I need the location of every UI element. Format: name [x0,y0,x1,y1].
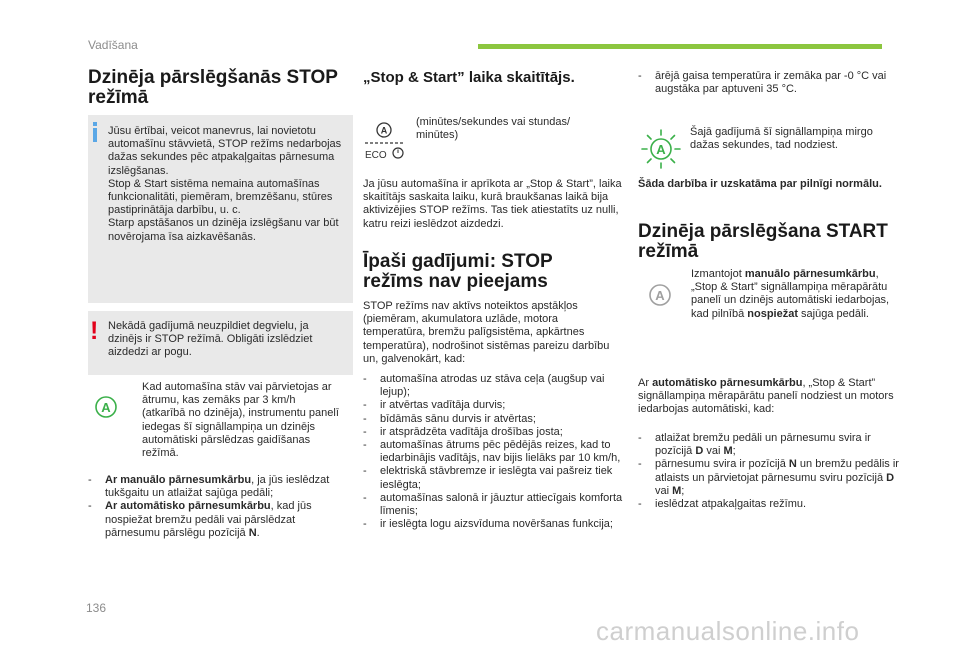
manual-start-text: Izmantojot manuālo pārnesumkārbu, „Stop & Start” signāllampiņa mērapārātu panelī un dzinējs automātiski iedarbojas, kad pilnībā nospiežat sajūga pedāli. [691,268,890,320]
special-cases-intro: STOP režīms nav aktīvs noteiktos apstākļos (piemēram, akumulatora uzlāde, motora temperatūra, bremžu palīgsistēma, apkārtnes temperatūra), nodrošinot sistēmas pareizu darbību un, galvenokārt, kad: [363,300,610,365]
info-icon [93,128,97,142]
automatic-start-list [638,432,900,511]
list-item: - Ar automātisko pārnesumkārbu, kad jūs nospiežat bremžu pedāli vai pārslēdzat pārnesumu pārslēgu pozīcijā N. [88,500,348,540]
start-mode-title: Dzinēja pārslēgšana START režīmā [638,221,888,262]
list-item: - elektriskā stāvbremze ir ieslēgta vai pašreiz tiek ieslēgta; [363,465,623,491]
svg-text:A: A [380,125,388,136]
warning-text: Nekādā gadījumā neuzpildiet degvielu, ja dzinējs ir STOP režīmā. Obligāti izslēdziet aizdedzi ar pogu. [108,320,313,359]
page-number: 136 [86,601,107,615]
svg-text:A: A [655,288,665,303]
svg-text:A: A [101,400,111,415]
section-label: Vadīšana [88,38,138,52]
watermark: carmanualsonline.info [596,616,860,646]
list-item: - ārējā gaisa temperatūra ir zemāka par -0 °C vai augstāka par aptuveni 35 °C. [638,70,900,96]
special-cases-title: Īpaši gadījumi: STOP režīms nav pieejams [363,251,553,292]
timer-title: „Stop & Start” laika skaitītājs. [363,69,575,86]
gearbox-conditions-list [88,474,348,540]
list-item: - ir atvērtas vadītāja durvis; [363,399,623,412]
temperature-list [638,70,900,96]
list-item: - bīdāmās sānu durvis ir atvērtas; [363,413,623,426]
list-item: - automašīnas ātrums pēc pēdējās reizes, kad to iedarbinājis vadītājs, nav bijis lielāks par 10 km/h, [363,439,623,465]
automatic-start-intro: Ar automātisko pārnesumkārbu, „Stop & Start” signāllampiņa mērapārātu panelī nodziest un motors iedarbojas automātiski, kad: [638,377,894,416]
eco-a-grey-icon [646,281,674,309]
eco-a-flash-icon [640,128,682,170]
list-item: - automašīna atrodas uz stāva ceļa (augšup vai lejup); [363,373,623,399]
list-item: - ir ieslēgta logu aizsvīduma novēršanas funkcija; [363,518,623,531]
list-item: - automašīnas salonā ir jāuztur attiecīgais komforta līmenis; [363,492,623,518]
list-item: - Ar manuālo pārnesumkārbu, ja jūs ieslēdzat tukšgaitu un atlaižat sajūga pedāli; [88,474,348,500]
timer-description: Ja jūsu automašīna ir aprīkota ar „Stop & Start”, laika skaitītājs saskaita laiku, kurā braukšanas laikā bija aktivizējies STOP režīms. Tas tiek atiestatīts uz nulli, katru reizi ieslēdzot aizdedzi. [363,178,622,230]
info-text: Jūsu ērtībai, veicot manevrus, lai novietotu automašīnu stāvvietā, STOP režīms nedarbojas dažas sekundes pēc atpakaļgaitas pārnesuma izslēgšanas. Stop & Start sistēma nemaina automašīnas funkcionalitāti, piemēram, bremzēšanu, stūres pastiprinātāja darbību, u. c. Starp apstāšanos un dzinēja izslēgšanu var būt novērojama īsa aizkavēšanās. [108,125,342,243]
stop-mode-title: Dzinēja pārslēgšanās STOP režīmā [88,67,338,108]
list-item: - pārnesumu svira ir pozīcijā N un bremžu pedālis ir atlaists un pārvietojat pārnesumu sviru pozīcijā D vai M; [638,458,900,498]
eco-a-lamp-icon [92,393,120,421]
timer-units-caption: (minūtes/sekundes vai stundas/ minūtes) [416,116,571,142]
stop-unavailable-list [363,373,623,531]
svg-text:ECO: ECO [365,150,387,161]
warning-icon: ! [90,317,99,345]
list-item: - atlaižat bremžu pedāli un pārnesumu svira ir pozīcijā D vai M; [638,432,900,458]
header-accent-bar [478,44,882,49]
lamp-description: Kad automašīna stāv vai pārvietojas ar ātrumu, kas zemāks par 3 km/h (atkarībā no dzinēja), instrumentu panelī iedegas šī signāllampiņa un dzinējs automātiski pārslēdzas gaidīšanas režīmā. [142,381,339,460]
lamp-flash-text: Šajā gadījumā šī signāllampiņa mirgo dažas sekundes, tad nodziest. [690,126,873,152]
svg-text:A: A [656,142,666,157]
normal-note: Šāda darbība ir uzskatāma par pilnīgi normālu. [638,178,882,190]
list-item: - ir atsprādzēta vadītāja drošības josta; [363,426,623,439]
info-icon-dot [93,122,97,126]
eco-timer-icon [361,118,407,164]
list-item: - ieslēdzat atpakaļgaitas režīmu. [638,498,900,511]
